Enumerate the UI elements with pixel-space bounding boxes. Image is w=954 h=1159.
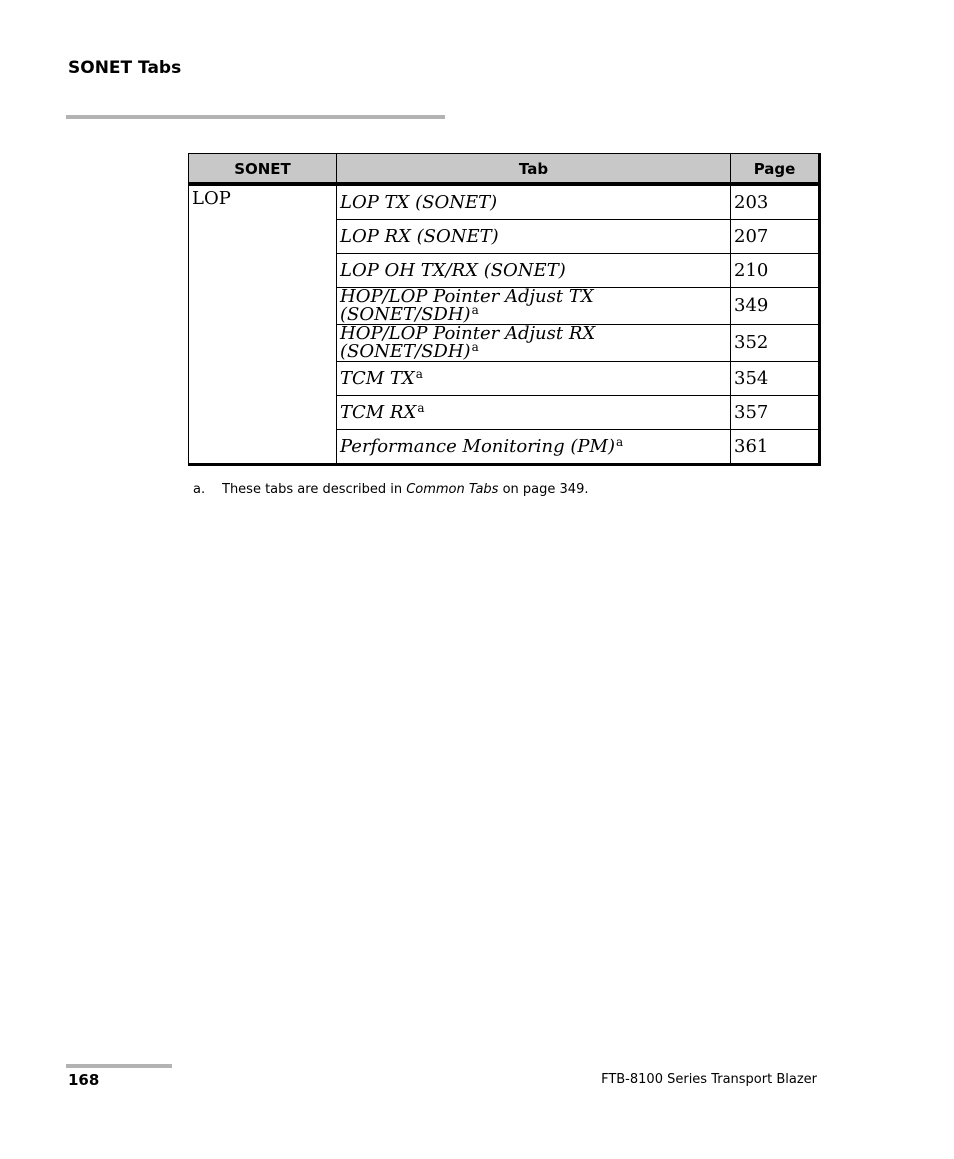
footnote-ref: a	[417, 400, 425, 415]
page-cell: 349	[731, 288, 820, 325]
page-cell: 352	[731, 325, 820, 362]
tab-cell	[337, 185, 731, 220]
tab-cell	[337, 430, 731, 465]
page-cell: 210	[731, 254, 820, 288]
sonet-tabs-table	[188, 153, 821, 466]
page-cell: 357	[731, 396, 820, 430]
page-cell: 203	[731, 185, 820, 220]
page-cell: 361	[731, 430, 820, 465]
tab-cell	[337, 288, 731, 325]
header-page: Page	[731, 154, 820, 185]
tab-cell	[337, 362, 731, 396]
tab-cell	[337, 325, 731, 362]
footnote-text-before: These tabs are described in	[222, 482, 407, 497]
section-title: SONET Tabs	[68, 58, 182, 78]
tab-cell	[337, 396, 731, 430]
table-row	[189, 185, 820, 220]
tab-cell	[337, 254, 731, 288]
table-header-row	[189, 154, 820, 185]
footnote-ref: a	[615, 434, 624, 449]
footnote-ref: a	[471, 303, 479, 317]
bottom-divider	[66, 1064, 172, 1068]
tab-name: HOP/LOP Pointer Adjust TX (SONET/SDH)	[340, 286, 594, 325]
table-footnote	[193, 482, 588, 497]
tab-name: LOP TX (SONET)	[340, 191, 498, 213]
tab-cell	[337, 220, 731, 254]
footnote-mark: a.	[193, 482, 206, 497]
footnote-text-after: on page 349.	[498, 482, 589, 497]
page-cell: 354	[731, 362, 820, 396]
page-number: 168	[68, 1071, 100, 1089]
document-title: FTB-8100 Series Transport Blazer	[601, 1072, 817, 1087]
footnote-ref: a	[471, 340, 479, 354]
footnote-link-text: Common Tabs	[406, 482, 499, 497]
sonet-tabs-table-container	[188, 153, 821, 466]
page-cell: 207	[731, 220, 820, 254]
tab-name: LOP OH TX/RX (SONET)	[340, 259, 566, 281]
header-sonet: SONET	[189, 154, 337, 185]
tab-name: TCM TX	[340, 367, 415, 389]
tab-name: LOP RX (SONET)	[340, 225, 499, 247]
tab-name: HOP/LOP Pointer Adjust RX (SONET/SDH)	[340, 323, 596, 362]
top-divider	[66, 115, 445, 119]
tab-name: TCM RX	[340, 401, 417, 423]
footnote-ref: a	[415, 366, 423, 381]
header-tab: Tab	[337, 154, 731, 185]
tab-name: Performance Monitoring (PM)	[340, 435, 615, 457]
sonet-group-cell: LOP	[189, 185, 337, 465]
